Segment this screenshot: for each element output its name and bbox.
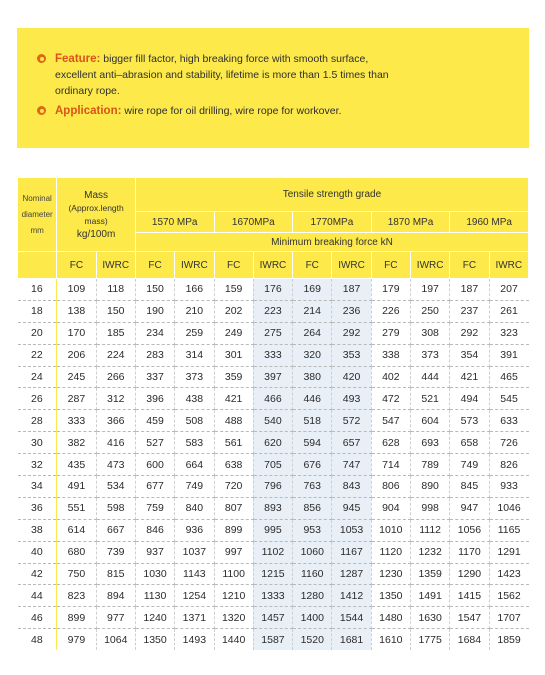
table-cell: 1232	[410, 541, 449, 563]
table-cell: 494	[450, 388, 489, 410]
table-cell: 466	[253, 388, 292, 410]
table-cell: 945	[332, 497, 371, 519]
table-cell: 264	[293, 322, 332, 344]
table-cell: 600	[135, 454, 174, 476]
header-sub: IWRC	[175, 252, 214, 279]
table-cell: 638	[214, 454, 253, 476]
table-row	[18, 519, 529, 541]
table-cell: 806	[371, 476, 410, 498]
table-cell: 1287	[332, 563, 371, 585]
table-cell: 421	[214, 388, 253, 410]
table-cell: 1160	[293, 563, 332, 585]
table-cell: 1359	[410, 563, 449, 585]
table-cell: 1230	[371, 563, 410, 585]
table-cell: 1681	[332, 629, 371, 650]
table-cell-diameter: 48	[18, 629, 57, 650]
header-grade: 1870 MPa	[371, 212, 450, 233]
table-cell: 292	[450, 322, 489, 344]
table-cell: 206	[57, 344, 96, 366]
table-cell: 667	[96, 519, 135, 541]
header-sub: FC	[135, 252, 174, 279]
table-cell: 287	[57, 388, 96, 410]
table-cell: 527	[135, 432, 174, 454]
header-sub: IWRC	[489, 252, 528, 279]
table-cell: 893	[253, 497, 292, 519]
table-cell: 547	[371, 410, 410, 432]
table-cell: 245	[57, 366, 96, 388]
table-cell: 333	[253, 344, 292, 366]
table-cell: 953	[293, 519, 332, 541]
table-cell: 714	[371, 454, 410, 476]
table-cell: 947	[450, 497, 489, 519]
table-row	[18, 366, 529, 388]
table-cell: 380	[293, 366, 332, 388]
header-sub-row	[18, 252, 529, 279]
table-cell: 279	[371, 322, 410, 344]
header-grade: 1960 MPa	[450, 212, 529, 233]
table-cell: 676	[293, 454, 332, 476]
table-cell-diameter: 38	[18, 519, 57, 541]
table-cell: 657	[332, 432, 371, 454]
table-cell: 473	[96, 454, 135, 476]
rope-spec-table	[17, 177, 529, 650]
table-cell: 1170	[450, 541, 489, 563]
table-cell: 508	[175, 410, 214, 432]
table-cell: 1100	[214, 563, 253, 585]
header-sub: FC	[450, 252, 489, 279]
table-cell: 1290	[450, 563, 489, 585]
table-row	[18, 432, 529, 454]
table-cell: 1371	[175, 607, 214, 629]
table-cell: 237	[450, 300, 489, 322]
table-cell: 807	[214, 497, 253, 519]
table-cell: 796	[253, 476, 292, 498]
header-sub: FC	[371, 252, 410, 279]
table-cell: 904	[371, 497, 410, 519]
table-cell: 749	[175, 476, 214, 498]
table-cell: 680	[57, 541, 96, 563]
table-cell: 472	[371, 388, 410, 410]
table-cell: 223	[253, 300, 292, 322]
table-cell: 551	[57, 497, 96, 519]
table-cell-diameter: 20	[18, 322, 57, 344]
table-cell-diameter: 42	[18, 563, 57, 585]
table-cell: 998	[410, 497, 449, 519]
table-cell: 214	[293, 300, 332, 322]
table-cell: 594	[293, 432, 332, 454]
table-cell: 633	[489, 410, 528, 432]
table-cell: 1630	[410, 607, 449, 629]
table-cell: 187	[450, 279, 489, 301]
table-cell: 210	[175, 300, 214, 322]
bullet-circle-icon	[37, 106, 46, 115]
table-cell: 249	[214, 322, 253, 344]
table-row	[18, 585, 529, 607]
table-cell: 545	[489, 388, 528, 410]
table-cell: 747	[332, 454, 371, 476]
table-cell: 815	[96, 563, 135, 585]
table-cell: 150	[96, 300, 135, 322]
header-sub: FC	[214, 252, 253, 279]
table-cell: 1491	[410, 585, 449, 607]
table-cell: 1167	[332, 541, 371, 563]
table-row	[18, 322, 529, 344]
table-row	[18, 410, 529, 432]
table-cell: 1610	[371, 629, 410, 650]
table-cell: 1215	[253, 563, 292, 585]
feature-line-2: excellent anti–abrasion and stability, lifetime is more than 1.5 times than	[55, 69, 389, 81]
table-cell: 1280	[293, 585, 332, 607]
header-sub: IWRC	[96, 252, 135, 279]
table-cell: 438	[175, 388, 214, 410]
table-cell: 1350	[135, 629, 174, 650]
table-cell: 207	[489, 279, 528, 301]
table-cell: 614	[57, 519, 96, 541]
table-cell: 373	[175, 366, 214, 388]
table-cell-diameter: 34	[18, 476, 57, 498]
table-cell: 491	[57, 476, 96, 498]
bullet-circle-icon	[37, 54, 46, 63]
table-cell: 353	[332, 344, 371, 366]
table-cell: 677	[135, 476, 174, 498]
table-cell: 1493	[175, 629, 214, 650]
table-cell: 1291	[489, 541, 528, 563]
table-cell: 1030	[135, 563, 174, 585]
table-cell: 899	[57, 607, 96, 629]
feature-box	[17, 28, 529, 148]
table-cell: 1165	[489, 519, 528, 541]
table-cell: 488	[214, 410, 253, 432]
table-cell: 308	[410, 322, 449, 344]
table-cell: 936	[175, 519, 214, 541]
table-cell: 561	[214, 432, 253, 454]
table-cell: 1707	[489, 607, 528, 629]
table-cell: 620	[253, 432, 292, 454]
table-cell: 236	[332, 300, 371, 322]
table-cell: 283	[135, 344, 174, 366]
table-cell: 323	[489, 322, 528, 344]
table-cell: 1320	[214, 607, 253, 629]
header-sub: IWRC	[332, 252, 371, 279]
table-cell: 540	[253, 410, 292, 432]
table-cell: 763	[293, 476, 332, 498]
table-row	[18, 476, 529, 498]
table-cell: 933	[489, 476, 528, 498]
table-cell: 1684	[450, 629, 489, 650]
header-grade: 1770MPa	[293, 212, 372, 233]
table-cell: 995	[253, 519, 292, 541]
table-cell: 391	[489, 344, 528, 366]
table-cell-diameter: 44	[18, 585, 57, 607]
header-mass: Mass (Approx.length mass) kg/100m	[57, 178, 136, 252]
table-cell: 179	[371, 279, 410, 301]
table-row	[18, 388, 529, 410]
table-cell: 977	[96, 607, 135, 629]
table-cell: 150	[135, 279, 174, 301]
table-cell: 846	[135, 519, 174, 541]
header-sub: IWRC	[410, 252, 449, 279]
header-tensile-strength: Tensile strength grade	[135, 178, 528, 212]
table-cell: 840	[175, 497, 214, 519]
table-cell: 598	[96, 497, 135, 519]
table-cell: 997	[214, 541, 253, 563]
table-cell: 1053	[332, 519, 371, 541]
table-cell: 1775	[410, 629, 449, 650]
header-sub-empty	[18, 252, 57, 279]
table-cell: 1480	[371, 607, 410, 629]
table-row	[18, 497, 529, 519]
table-cell: 726	[489, 432, 528, 454]
table-cell: 1333	[253, 585, 292, 607]
table-cell: 301	[214, 344, 253, 366]
table-cell: 366	[96, 410, 135, 432]
table-cell: 750	[57, 563, 96, 585]
feature-bullet	[37, 51, 509, 99]
table-cell: 1010	[371, 519, 410, 541]
table-cell: 1060	[293, 541, 332, 563]
table-cell: 187	[332, 279, 371, 301]
table-cell: 664	[175, 454, 214, 476]
table-cell: 705	[253, 454, 292, 476]
table-cell: 314	[175, 344, 214, 366]
table-cell: 1587	[253, 629, 292, 650]
table-cell: 1210	[214, 585, 253, 607]
table-cell: 572	[332, 410, 371, 432]
table-cell: 1046	[489, 497, 528, 519]
table-cell: 894	[96, 585, 135, 607]
table-cell: 1037	[175, 541, 214, 563]
table-cell: 226	[371, 300, 410, 322]
table-cell: 899	[214, 519, 253, 541]
header-min-breaking-force: Minimum breaking force kN	[135, 233, 528, 252]
table-cell: 826	[489, 454, 528, 476]
header-grade: 1570 MPa	[135, 212, 214, 233]
table-cell: 170	[57, 322, 96, 344]
table-cell: 573	[450, 410, 489, 432]
table-cell: 446	[293, 388, 332, 410]
table-cell: 138	[57, 300, 96, 322]
table-cell: 739	[96, 541, 135, 563]
table-cell-diameter: 36	[18, 497, 57, 519]
table-cell: 1415	[450, 585, 489, 607]
table-cell: 658	[450, 432, 489, 454]
table-cell: 312	[96, 388, 135, 410]
table-cell-diameter: 18	[18, 300, 57, 322]
table-cell: 197	[410, 279, 449, 301]
feature-line-3: ordinary rope.	[55, 85, 120, 97]
rope-spec-table-wrap	[17, 177, 529, 650]
table-cell: 420	[332, 366, 371, 388]
table-cell: 759	[135, 497, 174, 519]
table-cell: 435	[57, 454, 96, 476]
table-cell: 373	[410, 344, 449, 366]
table-cell: 845	[450, 476, 489, 498]
table-cell: 338	[371, 344, 410, 366]
table-cell: 1102	[253, 541, 292, 563]
table-cell-diameter: 32	[18, 454, 57, 476]
table-cell: 275	[253, 322, 292, 344]
table-cell: 159	[214, 279, 253, 301]
application-text: wire rope for oil drilling, wire rope for workover.	[121, 105, 342, 117]
table-cell-diameter: 24	[18, 366, 57, 388]
table-cell: 359	[214, 366, 253, 388]
table-cell: 534	[96, 476, 135, 498]
header-sub: IWRC	[253, 252, 292, 279]
table-cell: 266	[96, 366, 135, 388]
table-cell: 397	[253, 366, 292, 388]
table-cell: 1112	[410, 519, 449, 541]
table-row	[18, 607, 529, 629]
table-cell: 823	[57, 585, 96, 607]
table-cell: 1056	[450, 519, 489, 541]
table-cell-diameter: 22	[18, 344, 57, 366]
table-cell: 979	[57, 629, 96, 650]
table-cell: 444	[410, 366, 449, 388]
table-row	[18, 344, 529, 366]
table-cell: 1544	[332, 607, 371, 629]
table-cell: 337	[135, 366, 174, 388]
table-cell: 1412	[332, 585, 371, 607]
table-cell: 402	[371, 366, 410, 388]
table-cell: 250	[410, 300, 449, 322]
table-cell: 749	[450, 454, 489, 476]
table-cell-diameter: 28	[18, 410, 57, 432]
table-cell: 1400	[293, 607, 332, 629]
table-cell: 185	[96, 322, 135, 344]
application-label: Application:	[55, 105, 122, 117]
table-cell-diameter: 26	[18, 388, 57, 410]
table-cell: 1350	[371, 585, 410, 607]
table-cell: 333	[57, 410, 96, 432]
table-row	[18, 541, 529, 563]
table-cell: 320	[293, 344, 332, 366]
table-row	[18, 279, 529, 301]
table-cell: 604	[410, 410, 449, 432]
table-row	[18, 454, 529, 476]
table-cell: 521	[410, 388, 449, 410]
table-cell: 583	[175, 432, 214, 454]
table-cell: 354	[450, 344, 489, 366]
table-cell-diameter: 30	[18, 432, 57, 454]
table-cell: 628	[371, 432, 410, 454]
table-cell: 1064	[96, 629, 135, 650]
table-cell: 1859	[497, 633, 521, 646]
table-cell: 416	[96, 432, 135, 454]
table-cell: 890	[410, 476, 449, 498]
table-cell: 1240	[135, 607, 174, 629]
table-cell: 190	[135, 300, 174, 322]
table-cell: 109	[57, 279, 96, 301]
table-cell-diameter: 40	[18, 541, 57, 563]
table-cell: 856	[293, 497, 332, 519]
table-cell: 234	[135, 322, 174, 344]
table-cell: 1130	[135, 585, 174, 607]
table-cell: 292	[332, 322, 371, 344]
table-cell: 493	[332, 388, 371, 410]
table-cell: 1440	[214, 629, 253, 650]
table-cell: 421	[450, 366, 489, 388]
table-cell: 382	[57, 432, 96, 454]
table-cell: 693	[410, 432, 449, 454]
table-cell: 169	[293, 279, 332, 301]
feature-label: Feature:	[55, 53, 101, 65]
feature-line-1: bigger fill factor, high breaking force with smooth surface,	[100, 53, 369, 65]
table-cell: 261	[489, 300, 528, 322]
table-cell: 118	[96, 279, 135, 301]
table-cell: 1254	[175, 585, 214, 607]
table-cell: 465	[489, 366, 528, 388]
table-cell: 259	[175, 322, 214, 344]
table-cell: 166	[175, 279, 214, 301]
table-row	[18, 300, 529, 322]
table-cell-diameter: 46	[18, 607, 57, 629]
table-cell: 843	[332, 476, 371, 498]
table-cell: 937	[135, 541, 174, 563]
table-cell: 224	[96, 344, 135, 366]
header-nominal-diameter: Nominal diameter mm	[18, 178, 57, 252]
table-cell: 1547	[450, 607, 489, 629]
table-cell: 1562	[489, 585, 528, 607]
header-sub: FC	[57, 252, 96, 279]
table-cell: 202	[214, 300, 253, 322]
table-cell: 176	[253, 279, 292, 301]
table-cell: 789	[410, 454, 449, 476]
table-cell: 1423	[489, 563, 528, 585]
table-cell: 1457	[253, 607, 292, 629]
table-cell: 518	[293, 410, 332, 432]
header-sub: FC	[293, 252, 332, 279]
table-cell: 459	[135, 410, 174, 432]
application-bullet	[37, 103, 509, 119]
table-row	[18, 563, 529, 585]
table-cell: 1143	[175, 563, 214, 585]
table-cell: 720	[214, 476, 253, 498]
table-cell: 1120	[371, 541, 410, 563]
table-row	[18, 629, 529, 650]
table-cell: 396	[135, 388, 174, 410]
table-cell-diameter: 16	[18, 279, 57, 301]
table-body	[18, 279, 529, 651]
table-cell: 1520	[293, 629, 332, 650]
header-grade: 1670MPa	[214, 212, 293, 233]
